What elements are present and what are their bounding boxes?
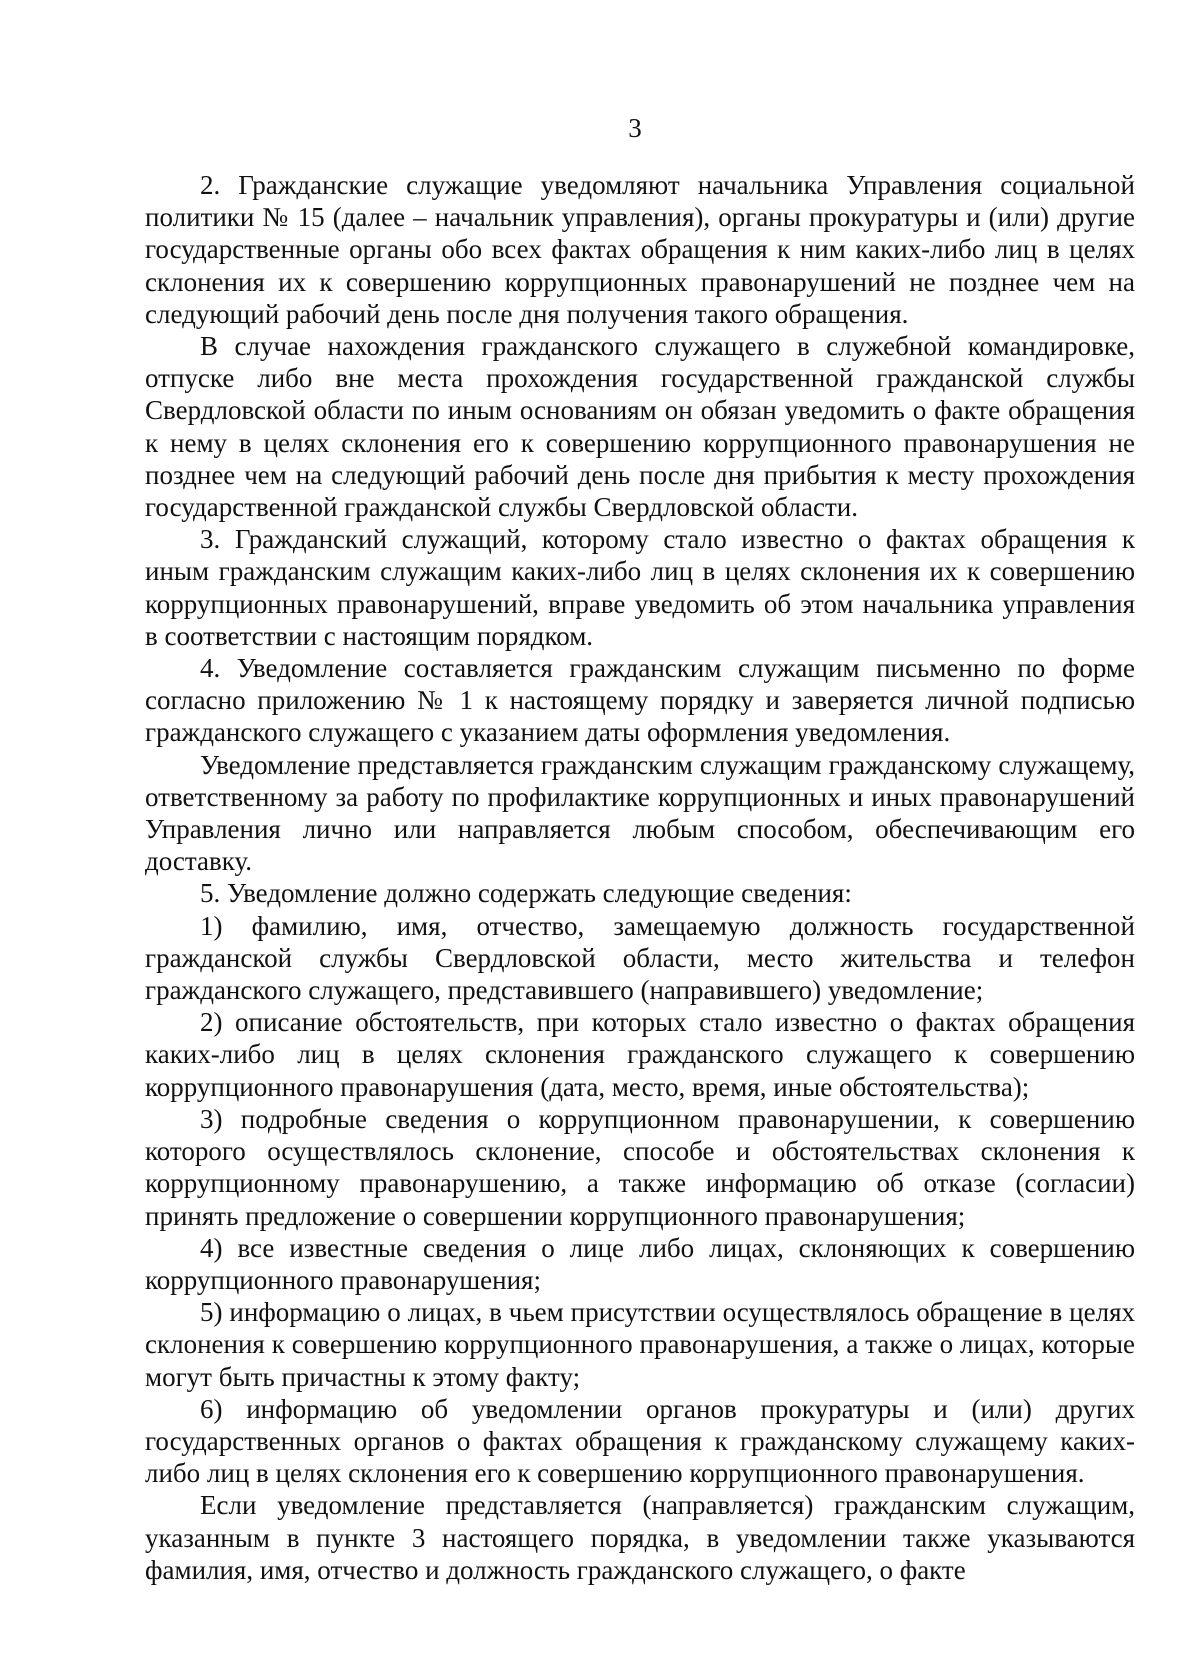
list-item-2: 2) описание обстоятельств, при которых стало известно о фактах обращения каких-либо лиц в целях склонения гражданского служащего к совершению коррупционного правонарушения (дата, место, время, иные обстоятельства); (145, 1007, 1135, 1102)
paragraph-business-trip: В случае нахождения гражданского служащего в служебной командировке, отпуске либо вне места прохождения государственной гражданской службы Свердловской области по иным основаниям он обязан уведомить о факте обращения к нему в целях склонения его к совершению коррупционного правонарушения не позднее чем на следующий рабочий день после дня прибытия к месту прохождения государственной гражданской службы Свердловской области. (145, 331, 1135, 523)
list-item-6: 6) информацию об уведомлении органов прокуратуры и (или) других государственных органов о фактах обращения к гражданскому служащему каких-либо лиц в целях склонения его к совершению коррупционного правонарушения. (145, 1393, 1135, 1489)
list-item-3: 3) подробные сведения о коррупционном правонарушении, к совершению которого осуществлялось склонение, способе и обстоятельствах склонения к коррупционному правонарушению, а также информацию об отказе (согласии) принять предложение о совершении коррупционного правонарушения; (145, 1103, 1135, 1231)
page-number: 3 (628, 113, 642, 143)
paragraph-item-4: 4. Уведомление составляется гражданским служащим письменно по форме согласно приложению № 1 к настоящему порядку и заверяется личной подписью гражданского служащего с указанием даты оформления уведомления. (145, 653, 1135, 748)
paragraph-item-3: 3. Гражданский служащий, которому стало известно о фактах обращения к иным гражданским служащим каких-либо лиц в целях склонения их к совершению коррупционных правонарушений, вправе уведомить об этом начальника управления в соответствии с настоящим порядком. (145, 524, 1135, 651)
paragraph-item-2: 2. Гражданские служащие уведомляют начальника Управления социальной политики № 15 (далее – начальник управления), органы прокуратуры и (или) другие государственные органы обо всех фактах обращения к ним каких-либо лиц в целях склонения их к совершению коррупционных правонарушений не позднее чем на следующий рабочий день после дня получения такого обращения. (145, 170, 1135, 329)
paragraph-submission: Уведомление представляется гражданским служащим гражданскому служащему, ответственному за работу по профилактике коррупционных и иных правонарушений Управления лично или направляется любым способом, обеспечивающим его доставку. (145, 749, 1135, 877)
list-item-4: 4) все известные сведения о лице либо лицах, склоняющих к совершению коррупционного правонарушения; (145, 1232, 1135, 1295)
list-item-5: 5) информацию о лицах, в чьем присутствии осуществлялось обращение в целях склонения к совершению коррупционного правонарушения, а также о лицах, которые могут быть причастны к этому факту; (145, 1297, 1135, 1392)
paragraph-closing: Если уведомление представляется (направляется) гражданским служащим, указанным в пункте 3 настоящего порядка, в уведомлении также указываются фамилия, имя, отчество и должность гражданского служащего, о факте (145, 1490, 1135, 1585)
list-item-1: 1) фамилию, имя, отчество, замещаемую должность государственной гражданской службы Свердловской области, место жительства и телефон гражданского служащего, представившего (направившего) уведомление; (145, 910, 1135, 1006)
paragraph-item-5: 5. Уведомление должно содержать следующие сведения: (200, 878, 852, 909)
document-body (145, 169, 1135, 1586)
